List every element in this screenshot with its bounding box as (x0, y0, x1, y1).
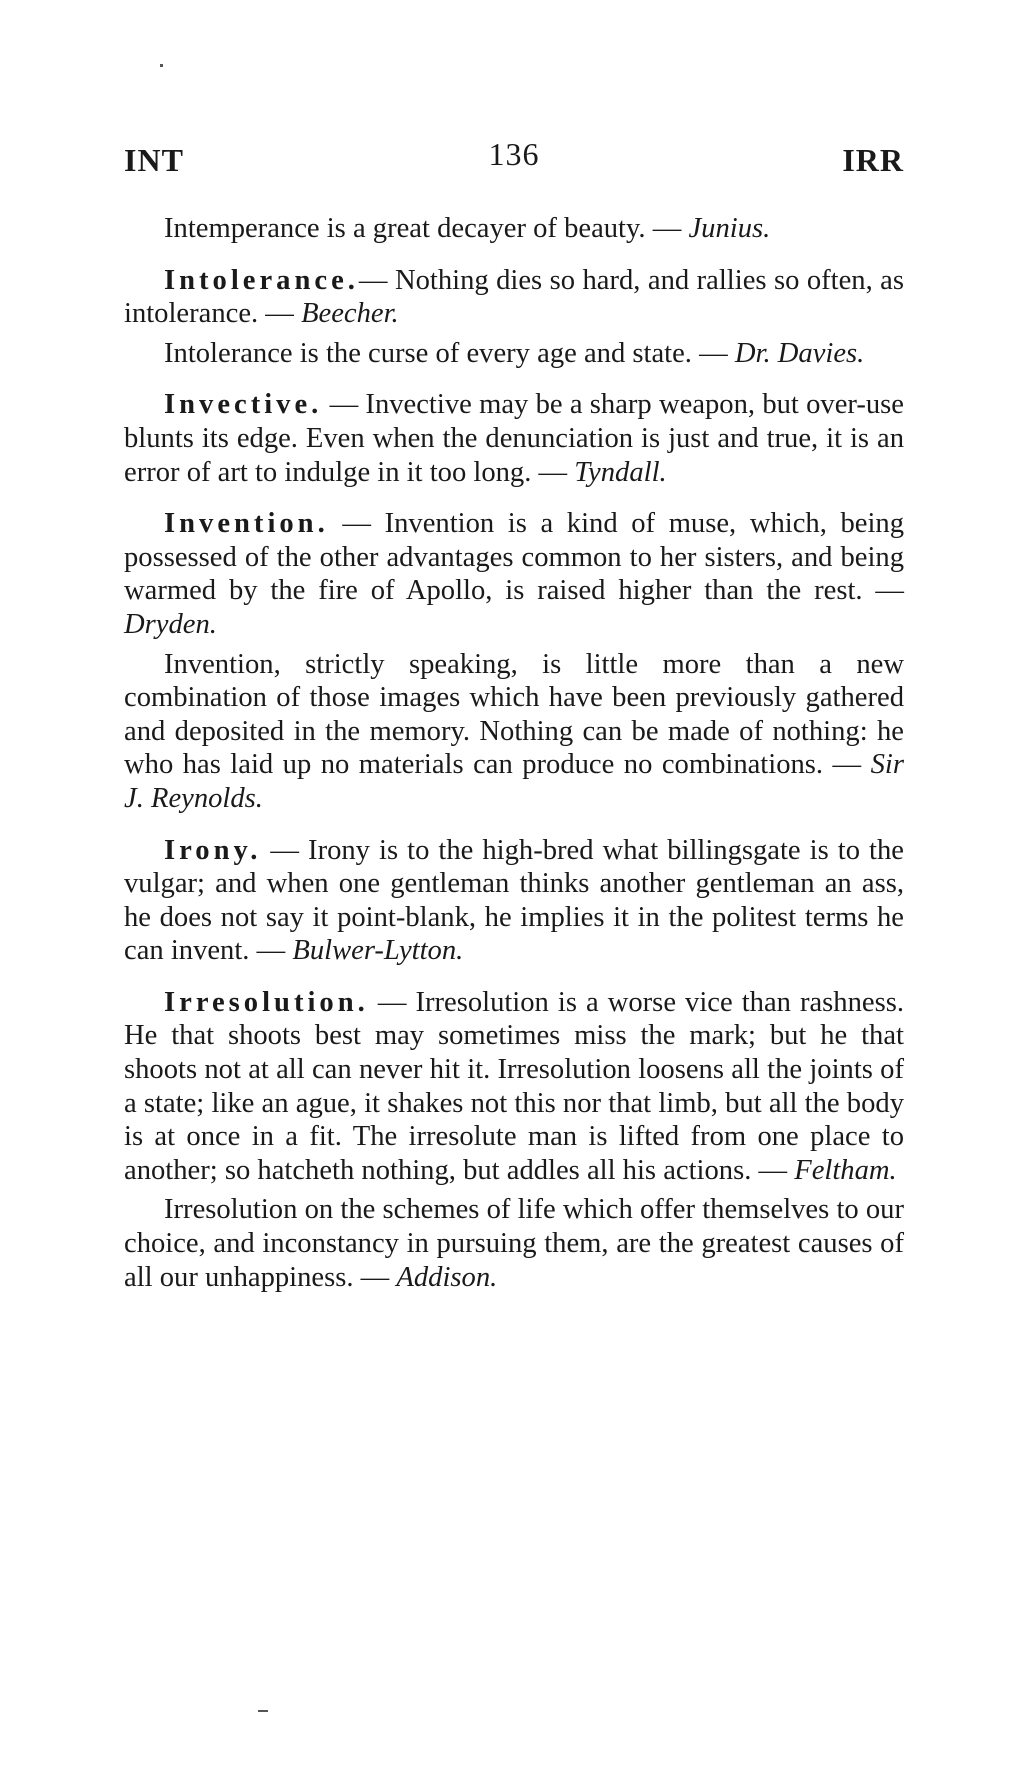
page-body (124, 212, 904, 1294)
quote-text: Irresolution on the schemes of life which offer themselves to our choice, and inconstancy in pursuing them, are the greatest causes of all our unhappiness. — (124, 1194, 904, 1293)
header-guide-word-left: INT (124, 142, 184, 178)
quote-author: Addison. (396, 1261, 498, 1293)
quote-author: Junius. (688, 213, 771, 244)
running-header (124, 136, 904, 192)
print-speck (160, 64, 163, 67)
quote-text: — Invective may be a sharp weapon, but over-use blunts its edge. Even when the denunciation is just and true, it is an error of art to indulge in it too long. — (124, 389, 904, 488)
entry-heading: Invention. (164, 508, 329, 540)
entry-heading: Invective. (164, 389, 323, 421)
quote-author: Bulwer-Lytton. (292, 935, 464, 967)
quote-text: Intemperance is a great decayer of beauty. — (164, 213, 682, 244)
quote-text: — Irresolution is a worse vice than rashness. He that shoots best may sometimes miss the mark; but he that shoots not at all can never hit it. Irresolution loosens all the joints of a state; like an ague, it shakes not this nor that limb, but all the body is at once in a fit. The irresolute man is lifted from one place to another; so hatcheth nothing, but addles all his actions. — (124, 986, 904, 1186)
quote-author: Sir J. Reynolds. (124, 749, 904, 814)
quote-text: — Irony is to the high-bred what billingsgate is to the vulgar; and when one gentleman thinks another gentleman an ass, he does not say it point-blank, he implies it in the politest terms he can invent. — (124, 834, 904, 967)
quote-author: Dr. Davies. (734, 337, 865, 369)
quote-paragraph (124, 648, 904, 816)
entry-heading: Intolerance. (164, 264, 359, 296)
entry-paragraph (124, 507, 904, 641)
quote-author: Feltham. (794, 1154, 897, 1186)
quote-text: — Nothing dies so hard, and rallies so often, as intolerance. — (124, 264, 904, 330)
quote-author: Dryden. (124, 608, 217, 640)
quote-paragraph (124, 1193, 904, 1294)
quote-text: — Invention is a kind of muse, which, being possessed of the other advantages common to her sisters, and being warmed by the fire of Apollo, is raised higher than the rest. — (124, 508, 904, 607)
entry-paragraph (124, 388, 904, 489)
quote-text: Intolerance is the curse of every age and state. — (164, 337, 728, 369)
quote-text: Invention, strictly speaking, is little more than a new combination of those images which have been previously gathered and deposited in the memory. Nothing can be made of nothing: he who has laid up no materials can produce no combinations. — (124, 648, 904, 781)
quote-author: Beecher. (301, 298, 399, 330)
entry-paragraph (124, 264, 904, 331)
print-speck (258, 1710, 268, 1712)
quote-paragraph (124, 212, 904, 246)
page-number: 136 (488, 136, 540, 172)
quote-author: Tyndall. (574, 456, 667, 488)
entry-heading: Irony. (164, 834, 262, 866)
entry-paragraph (124, 986, 904, 1188)
entry-paragraph (124, 834, 904, 968)
quote-paragraph (124, 337, 904, 371)
entry-heading: Irresolution. (164, 986, 369, 1018)
header-guide-word-right: IRR (842, 142, 904, 178)
